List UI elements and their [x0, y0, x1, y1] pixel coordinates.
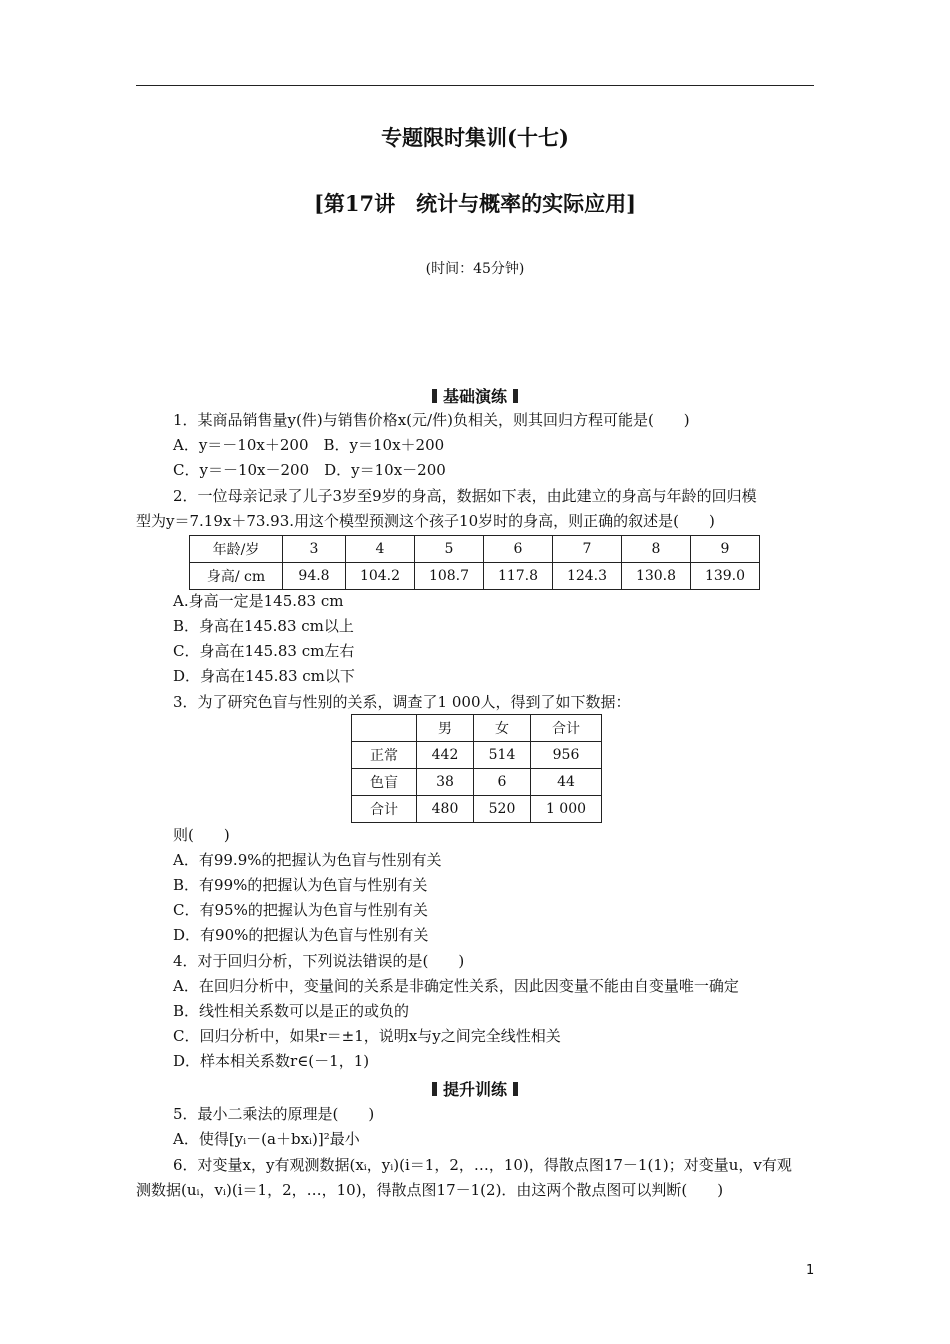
- table-cell: 117.8: [484, 563, 553, 590]
- q3-option-b: B．有99%的把握认为色盲与性别有关: [173, 876, 428, 894]
- q4-option-a: A．在回归分析中，变量间的关系是非确定性关系，因此因变量不能由自变量唯一确定: [173, 977, 739, 995]
- q3-then: 则( ): [173, 826, 230, 844]
- section-basic-label: 基础演练: [442, 387, 507, 406]
- table-cell: 956: [531, 742, 602, 769]
- page-subtitle: [第17讲 统计与概率的实际应用]: [313, 191, 637, 216]
- table-cell: 4: [346, 536, 415, 563]
- table-cell: 520: [474, 796, 531, 823]
- table-cell: 139.0: [691, 563, 760, 590]
- section-marker-icon: [513, 389, 518, 403]
- table-cell: 130.8: [622, 563, 691, 590]
- table-cell: 男: [417, 715, 474, 742]
- table-cell: 514: [474, 742, 531, 769]
- section-basic: [0, 384, 950, 407]
- table-cell: 104.2: [346, 563, 415, 590]
- table-cell: 6: [474, 769, 531, 796]
- table-cell: 8: [622, 536, 691, 563]
- section-marker-icon: [513, 1082, 518, 1096]
- q6-stem-line1: 6．对变量x，y有观测数据(xᵢ，yᵢ)(i＝1，2，…，10)，得散点图17－1(1)；对变量u，v有观: [173, 1156, 792, 1174]
- section-marker-icon: [432, 1082, 437, 1096]
- q4-option-d: D．样本相关系数r∈(－1，1): [173, 1052, 370, 1070]
- q4-option-c: C．回归分析中，如果r＝±1，说明x与y之间完全线性相关: [173, 1027, 561, 1045]
- q3-table: [351, 714, 602, 823]
- table-cell: 5: [415, 536, 484, 563]
- table-row: [190, 563, 760, 590]
- table-cell: 3: [283, 536, 346, 563]
- table-cell: 色盲: [352, 769, 417, 796]
- q2-option-b: B．身高在145.83 cm以上: [173, 617, 354, 635]
- q1-options-cd: C．y＝－10x－200 D．y＝10x－200: [173, 461, 446, 479]
- table-cell: 108.7: [415, 563, 484, 590]
- table-cell: 身高/ cm: [190, 563, 283, 590]
- q4-option-b: B．线性相关系数可以是正的或负的: [173, 1002, 410, 1020]
- q2-option-d: D．身高在145.83 cm以下: [173, 667, 355, 685]
- table-cell: 44: [531, 769, 602, 796]
- page-number: 1: [806, 1263, 815, 1278]
- table-cell: 合计: [531, 715, 602, 742]
- q3-stem: 3．为了研究色盲与性别的关系，调查了1 000人，得到了如下数据：: [173, 693, 631, 711]
- header-rule: [136, 85, 814, 86]
- table-cell: 女: [474, 715, 531, 742]
- section-marker-icon: [432, 389, 437, 403]
- table-row: [352, 769, 602, 796]
- q1-options-ab: A．y＝－10x＋200 B．y＝10x＋200: [173, 436, 445, 454]
- q6-stem-line2: 测数据(uᵢ，vᵢ)(i＝1，2，…，10)，得散点图17－1(2)．由这两个散点图可以判断( ): [136, 1181, 724, 1199]
- table-cell: 6: [484, 536, 553, 563]
- table-cell: 480: [417, 796, 474, 823]
- table-cell: 9: [691, 536, 760, 563]
- table-cell: 年龄/岁: [190, 536, 283, 563]
- table-cell: 1 000: [531, 796, 602, 823]
- q3-option-c: C．有95%的把握认为色盲与性别有关: [173, 901, 428, 919]
- q2-option-c: C．身高在145.83 cm左右: [173, 642, 355, 660]
- page-title: 专题限时集训(十七): [381, 125, 569, 150]
- section-advanced-label: 提升训练: [442, 1080, 507, 1099]
- table-cell: 38: [417, 769, 474, 796]
- table-cell: 7: [553, 536, 622, 563]
- table-cell: 正常: [352, 742, 417, 769]
- table-cell: 94.8: [283, 563, 346, 590]
- q3-option-d: D．有90%的把握认为色盲与性别有关: [173, 926, 429, 944]
- q2-table: [189, 535, 760, 590]
- table-row: [352, 796, 602, 823]
- table-row: [352, 715, 602, 742]
- q2-option-a: A.身高一定是145.83 cm: [173, 592, 344, 610]
- table-cell: [352, 715, 417, 742]
- q2-stem-line2: 型为y＝7.19x＋73.93.用这个模型预测这个孩子10岁时的身高，则正确的叙述是( ): [136, 512, 715, 530]
- q1-stem: 1．某商品销售量y(件)与销售价格x(元/件)负相关，则其回归方程可能是( ): [173, 411, 690, 429]
- table-cell: 442: [417, 742, 474, 769]
- section-advanced: [0, 1077, 950, 1100]
- q2-stem-line1: 2．一位母亲记录了儿子3岁至9岁的身高，数据如下表，由此建立的身高与年龄的回归模: [173, 487, 757, 505]
- table-cell: 124.3: [553, 563, 622, 590]
- time-limit: (时间：45分钟): [425, 261, 525, 277]
- q5-option-a: A．使得[yᵢ－(a＋bxᵢ)]²最小: [173, 1130, 360, 1148]
- table-row: [352, 742, 602, 769]
- q4-stem: 4．对于回归分析，下列说法错误的是( ): [173, 952, 465, 970]
- table-cell: 合计: [352, 796, 417, 823]
- q3-option-a: A．有99.9%的把握认为色盲与性别有关: [173, 851, 442, 869]
- table-row: [190, 536, 760, 563]
- q5-stem: 5．最小二乘法的原理是( ): [173, 1105, 375, 1123]
